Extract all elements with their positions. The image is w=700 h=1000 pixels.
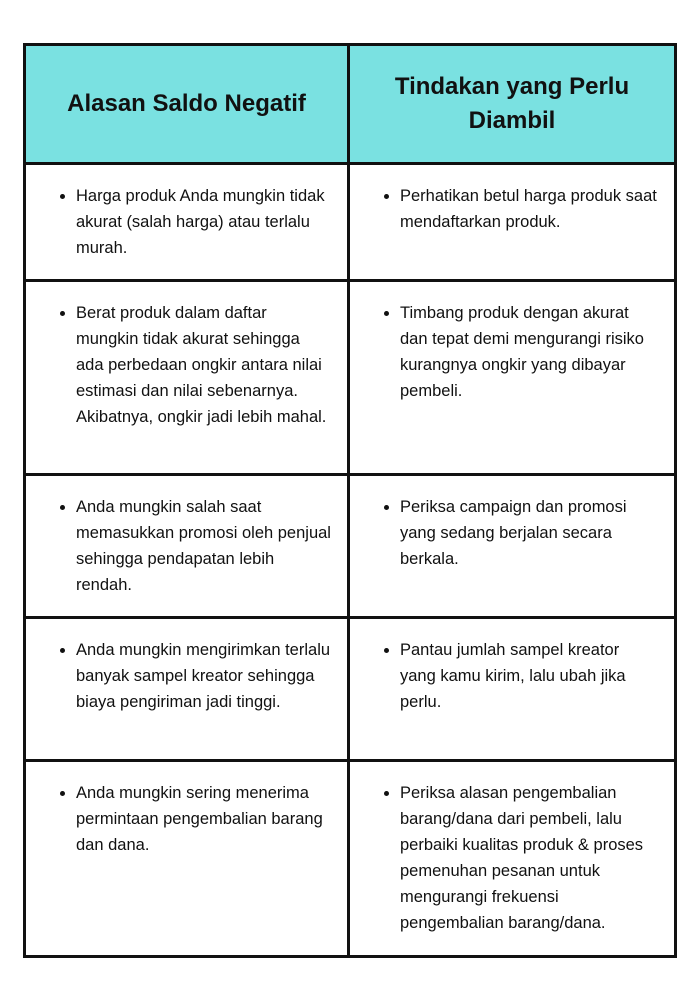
header-reason-label: Alasan Saldo Negatif — [67, 90, 306, 117]
action-text: • Pantau jumlah sampel kreator yang kamu kirim, lalu ubah jika perlu. — [400, 637, 658, 715]
reason-text: • Anda mungkin mengirimkan terlalu banyak sampel kreator sehingga biaya pengiriman jadi tinggi. — [76, 637, 331, 715]
reason-cell — [26, 762, 350, 955]
action-cell — [350, 282, 674, 473]
action-cell — [350, 165, 674, 279]
action-text: • Perhatikan betul harga produk saat mendaftarkan produk. — [400, 183, 658, 235]
action-text: • Timbang produk dengan akurat dan tepat demi mengurangi risiko kurangnya ongkir yang dibayar pembeli. — [400, 300, 658, 404]
header-cell-action — [350, 46, 674, 162]
table-row — [26, 619, 674, 762]
table-row — [26, 282, 674, 476]
reason-cell — [26, 165, 350, 279]
action-text: • Periksa campaign dan promosi yang sedang berjalan secara berkala. — [400, 494, 658, 572]
table-row — [26, 476, 674, 619]
action-cell — [350, 619, 674, 759]
action-cell — [350, 762, 674, 955]
reason-cell — [26, 476, 350, 616]
action-text: • Periksa alasan pengembalian barang/dana dari pembeli, lalu perbaiki kualitas produk & proses pemenuhan pesanan untuk mengurangi frekuensi pengembalian barang/dana. — [400, 780, 658, 936]
table-header-row — [26, 46, 674, 165]
header-cell-reason — [26, 46, 350, 162]
negative-balance-table — [23, 43, 677, 958]
table-row — [26, 165, 674, 282]
reason-cell — [26, 619, 350, 759]
header-action-label: Tindakan yang Perlu Diambil — [394, 73, 630, 134]
reason-text: • Harga produk Anda mungkin tidak akurat (salah harga) atau terlalu murah. — [76, 183, 331, 261]
reason-text: • Anda mungkin sering menerima permintaan pengembalian barang dan dana. — [76, 780, 331, 858]
reason-cell — [26, 282, 350, 473]
reason-text: • Berat produk dalam daftar mungkin tidak akurat sehingga ada perbedaan ongkir antara nilai estimasi dan nilai sebenarnya. Akibatnya, ongkir jadi lebih mahal. — [76, 300, 331, 430]
reason-text: • Anda mungkin salah saat memasukkan promosi oleh penjual sehingga pendapatan lebih rendah. — [76, 494, 331, 598]
action-cell — [350, 476, 674, 616]
table-row — [26, 762, 674, 955]
